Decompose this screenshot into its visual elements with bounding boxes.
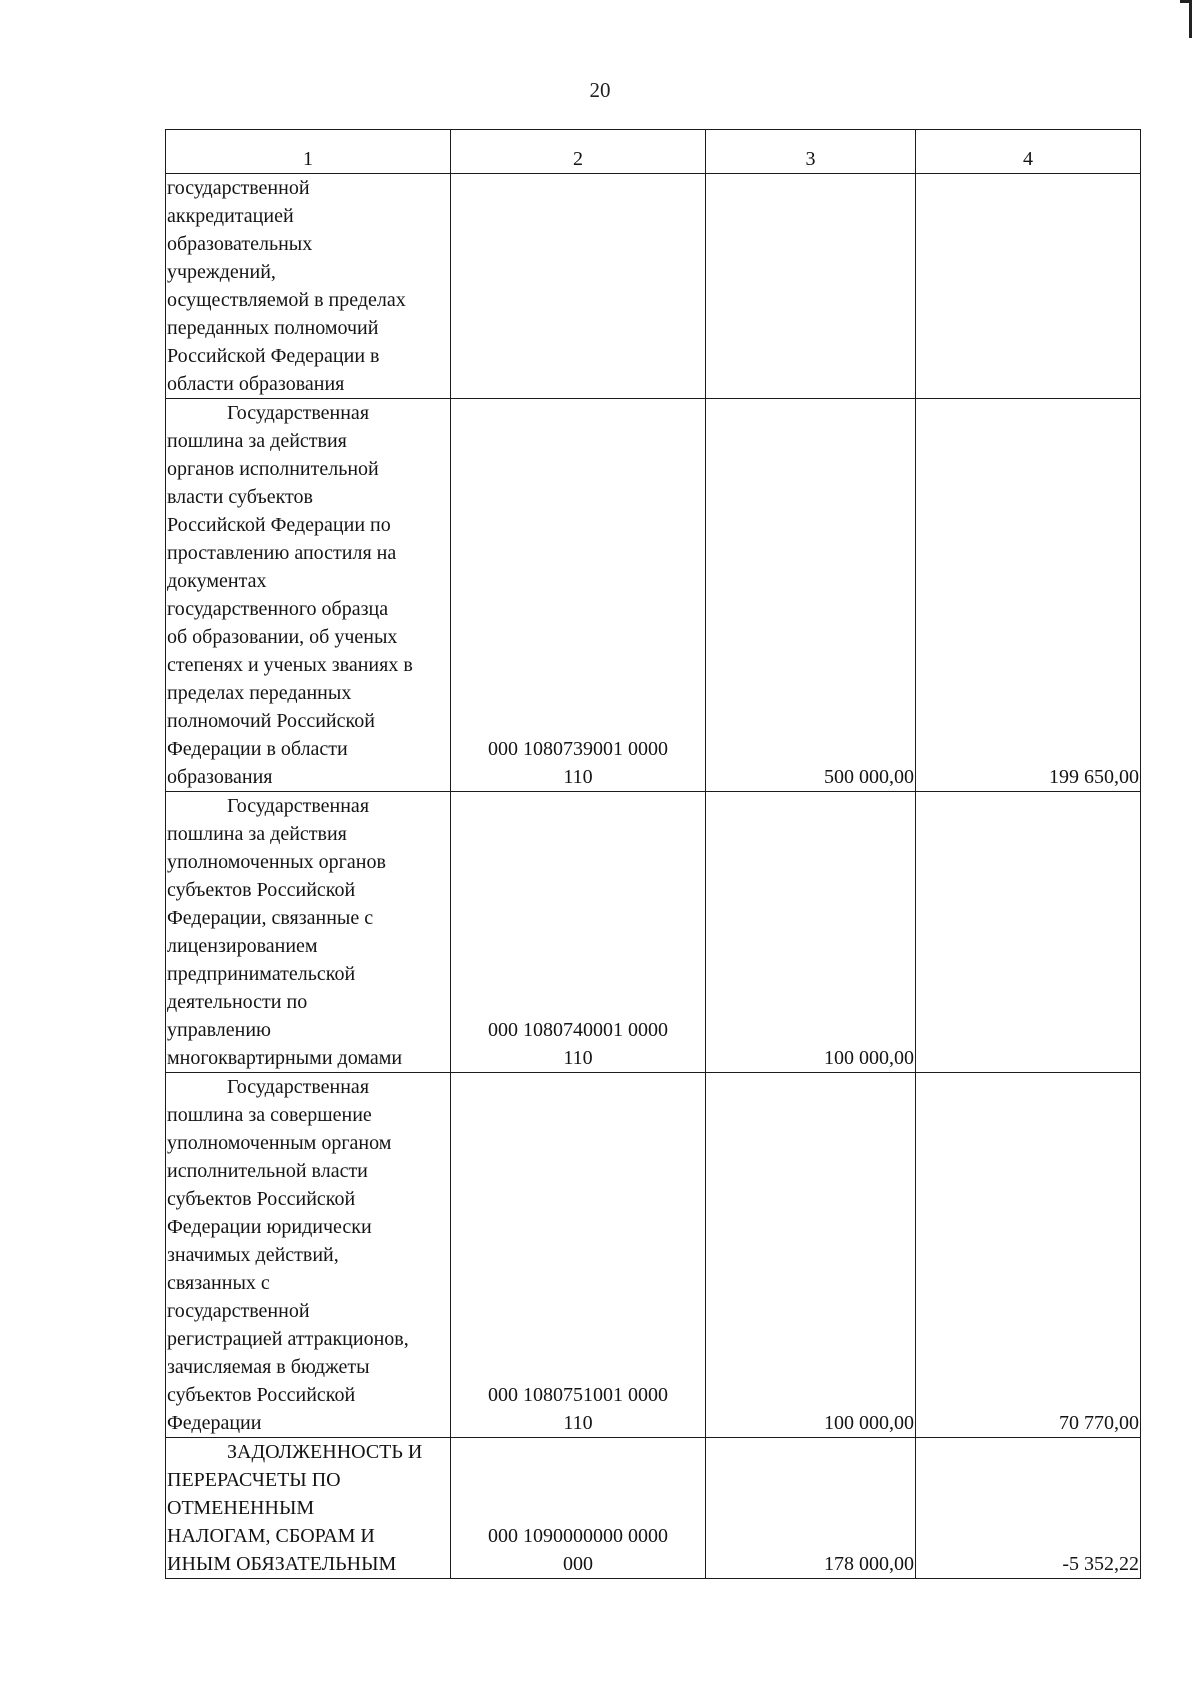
plan-amount-cell: 100 000,00 (706, 1073, 916, 1438)
column-header-1: 1 (166, 130, 451, 174)
actual-amount-cell (916, 792, 1141, 1073)
column-header-2: 2 (451, 130, 706, 174)
table-row (166, 174, 1141, 399)
table-row (166, 792, 1141, 1073)
table-row (166, 1438, 1141, 1579)
revenue-name-cell: Государственная пошлина за совершение уполномоченным органом исполнительной власти субъектов Российской Федерации юридически значимых действий, связанных с государственной регистрацией аттракционов, зачисляемая в бюджеты субъектов Российской Федерации (166, 1073, 451, 1438)
revenue-table (165, 129, 1141, 1579)
header-row (166, 130, 1141, 174)
revenue-name-cell: ЗАДОЛЖЕННОСТЬ И ПЕРЕРАСЧЕТЫ ПО ОТМЕНЕННЫМ НАЛОГАМ, СБОРАМ И ИНЫМ ОБЯЗАТЕЛЬНЫМ (166, 1438, 451, 1579)
plan-amount-cell: 178 000,00 (706, 1438, 916, 1579)
table-row (166, 399, 1141, 792)
revenue-name-cell: Государственная пошлина за действия уполномоченных органов субъектов Российской Федерации, связанные с лицензированием предпринимательской деятельности по управлению многоквартирными домами (166, 792, 451, 1073)
actual-amount-cell (916, 174, 1141, 399)
revenue-name-cell: Государственная пошлина за действия органов исполнительной власти субъектов Российской Федерации по проставлению апостиля на документах государственного образца об образовании, об ученых степенях и ученых званиях в пределах переданных полномочий Российской Федерации в области образования (166, 399, 451, 792)
plan-amount-cell: 500 000,00 (706, 399, 916, 792)
actual-amount-cell: -5 352,22 (916, 1438, 1141, 1579)
plan-amount-cell: 100 000,00 (706, 792, 916, 1073)
budget-code-cell (451, 174, 706, 399)
scan-corner-mark (1189, 0, 1192, 38)
actual-amount-cell: 199 650,00 (916, 399, 1141, 792)
table-row (166, 1073, 1141, 1438)
actual-amount-cell: 70 770,00 (916, 1073, 1141, 1438)
budget-code-cell: 000 1080740001 0000 110 (451, 792, 706, 1073)
plan-amount-cell (706, 174, 916, 399)
page-number: 20 (589, 78, 611, 102)
column-header-4: 4 (916, 130, 1141, 174)
budget-code-cell: 000 1080751001 0000 110 (451, 1073, 706, 1438)
budget-code-cell: 000 1080739001 0000 110 (451, 399, 706, 792)
budget-code-cell: 000 1090000000 0000 000 (451, 1438, 706, 1579)
revenue-name-cell: государственной аккредитацией образовательных учреждений, осуществляемой в пределах переданных полномочий Российской Федерации в области образования (166, 174, 451, 399)
column-header-3: 3 (706, 130, 916, 174)
